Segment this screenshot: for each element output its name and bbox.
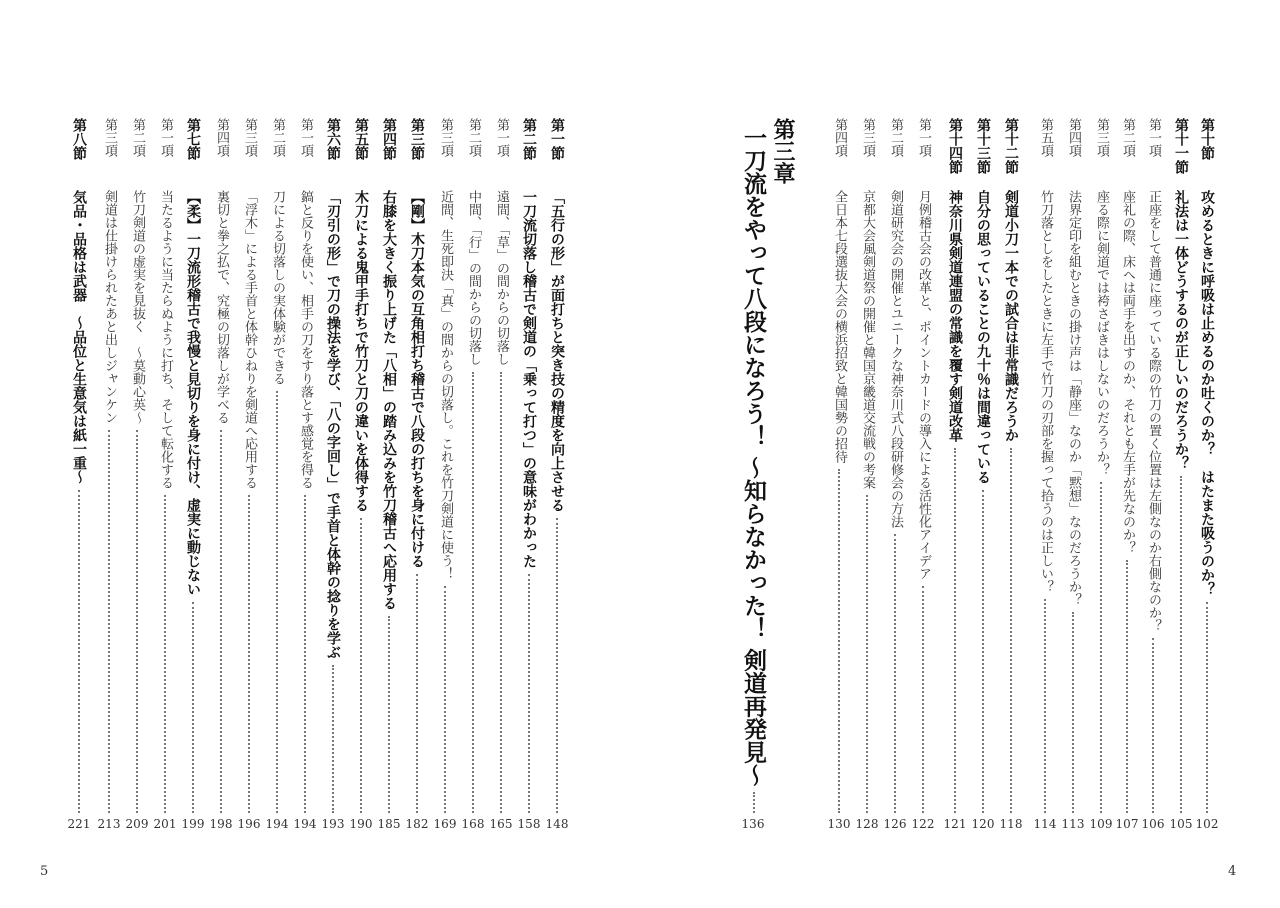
toc-title: 遠間、「草」の間からの切落し <box>494 190 509 366</box>
toc-title: 刀による切落しの実体験ができる <box>270 190 285 385</box>
toc-entry[interactable] <box>1000 118 1022 853</box>
toc-page-number: 182 <box>405 817 429 831</box>
toc-entry[interactable] <box>518 118 540 853</box>
toc-label: 第三項 <box>860 118 875 157</box>
toc-entry[interactable] <box>350 118 372 853</box>
toc-label: 第十二節 <box>1003 118 1019 174</box>
chapter-page-number: 136 <box>741 817 765 831</box>
toc-leader <box>248 495 250 813</box>
toc-label: 第三項 <box>438 118 453 157</box>
toc-label: 第二項 <box>130 118 145 157</box>
toc-title: 神奈川県剣道連盟の常識を覆す剣道改革 <box>947 190 963 442</box>
toc-page-number: 168 <box>461 817 485 831</box>
toc-page-number: 105 <box>1169 817 1193 831</box>
toc-entry[interactable] <box>434 118 456 853</box>
toc-label: 第十一節 <box>1173 118 1189 174</box>
folio-left: 5 <box>40 864 49 879</box>
toc-leader <box>220 430 222 813</box>
chapter-heading[interactable] <box>738 118 768 853</box>
toc-page-number: 194 <box>265 817 289 831</box>
toc-leader <box>1206 602 1208 813</box>
toc-leader <box>556 518 558 813</box>
toc-label: 第三項 <box>102 118 117 157</box>
toc-title: 【柔】一刀流形稽古で我慢と見切りを身に付け、虚実に動じない <box>185 190 201 596</box>
toc-leader <box>164 495 166 813</box>
toc-leader <box>1072 612 1074 813</box>
toc-page-number: 148 <box>545 817 569 831</box>
toc-label: 第一項 <box>158 118 173 157</box>
toc-entry[interactable] <box>322 118 344 853</box>
toc-entry[interactable] <box>1142 118 1164 853</box>
toc-label: 第四項 <box>214 118 229 157</box>
toc-leader <box>276 391 278 813</box>
toc-entry[interactable] <box>182 118 204 853</box>
toc-label: 第五節 <box>353 118 369 160</box>
toc-label: 第四項 <box>1066 118 1081 157</box>
toc-leader <box>1152 638 1154 813</box>
toc-page-number: 169 <box>433 817 457 831</box>
toc-title: 竹刀落としをしたときに左手で竹刀の刃部を握って拾うのは正しい？ <box>1038 190 1053 593</box>
toc-leader <box>894 534 896 813</box>
toc-label: 第十節 <box>1199 118 1215 160</box>
toc-entry[interactable] <box>406 118 428 853</box>
toc-leader <box>136 430 138 813</box>
toc-label: 第一項 <box>494 118 509 157</box>
toc-page-number: 190 <box>349 817 373 831</box>
toc-label: 第三項 <box>242 118 257 157</box>
toc-page-number: 199 <box>181 817 205 831</box>
toc-title: 近間、生死即決「真」の間からの切落し。これを竹刀剣道に使う！ <box>438 190 453 580</box>
toc-leader <box>416 574 418 813</box>
toc-entry[interactable] <box>462 118 484 853</box>
toc-entry[interactable] <box>1090 118 1112 853</box>
toc-leader <box>1010 448 1012 813</box>
toc-page-number: 102 <box>1195 817 1219 831</box>
toc-page-number: 106 <box>1141 817 1165 831</box>
toc-label: 第一節 <box>549 118 565 160</box>
toc-title: 「浮木」による手首と体幹ひねりを剣道へ応用する <box>242 190 257 489</box>
toc-label: 第五項 <box>1038 118 1053 157</box>
toc-label: 第四節 <box>381 118 397 160</box>
toc-title: 鎬と反りを使い、相手の刀をすり落とす感覚を得る <box>298 190 313 489</box>
toc-title: 当たるように当たらぬように打ち、そして転化する <box>158 190 173 489</box>
toc-title: 【剛】木刀本気の互角相打ち稽古で八段の打ちを身に付ける <box>409 190 425 568</box>
toc-title: 剣道研究会の開催とユニークな神奈川式八段研修会の方法 <box>888 190 903 528</box>
toc-page-number: 209 <box>125 817 149 831</box>
toc-entry[interactable] <box>154 118 176 853</box>
toc-page-number: 107 <box>1115 817 1139 831</box>
toc-label: 第一項 <box>916 118 931 157</box>
toc-page-number: 118 <box>999 817 1023 831</box>
toc-entry[interactable] <box>1062 118 1084 853</box>
toc-title: 座る際に剣道では袴さばきはしないのだろうか？ <box>1094 190 1109 476</box>
toc-label: 第十三節 <box>975 118 991 174</box>
toc-leader <box>332 665 334 813</box>
toc-leader <box>528 574 530 813</box>
toc-page-number: 121 <box>943 817 967 831</box>
chapter-label: 第三章 <box>770 118 796 184</box>
toc-page-number: 213 <box>97 817 121 831</box>
toc-label: 第二項 <box>270 118 285 157</box>
toc-entry[interactable] <box>98 118 120 853</box>
toc-page-number: 194 <box>293 817 317 831</box>
toc-leader <box>1126 560 1128 813</box>
toc-leader <box>866 495 868 813</box>
toc-leader <box>108 430 110 813</box>
toc-leader <box>1100 482 1102 813</box>
toc-page-number: 109 <box>1089 817 1113 831</box>
toc-entry[interactable] <box>972 118 994 853</box>
toc-page-number: 130 <box>827 817 851 831</box>
toc-leader <box>753 792 755 813</box>
toc-title: 攻めるときに呼吸は止めるのか吐くのか？ はたまた吸うのか？ <box>1199 190 1215 596</box>
toc-page-number: 122 <box>911 817 935 831</box>
toc-label: 第十四節 <box>947 118 963 174</box>
toc-page-number: 114 <box>1033 817 1057 831</box>
toc-page-number: 198 <box>209 817 233 831</box>
toc-label: 第一項 <box>298 118 313 157</box>
toc-page-number: 128 <box>855 817 879 831</box>
toc-entry[interactable] <box>378 118 400 853</box>
toc-leader <box>500 372 502 813</box>
toc-title: 木刀による鬼甲手打ちで竹刀と刀の違いを体得する <box>353 190 369 512</box>
toc-title: 「五行の形」が面打ちと突き技の精度を向上させる <box>549 190 565 512</box>
toc-leader <box>472 372 474 813</box>
toc-entry[interactable] <box>210 118 232 853</box>
toc-leader <box>1044 599 1046 813</box>
toc-leader <box>1180 476 1182 813</box>
toc-leader <box>360 518 362 813</box>
toc-leader <box>838 469 840 813</box>
toc-entry[interactable] <box>490 118 512 853</box>
toc-title: 法界定印を組むときの掛け声は「静座」なのか「黙想」なのだろうか？ <box>1066 190 1081 606</box>
toc-entry[interactable] <box>546 118 568 853</box>
toc-label: 第四項 <box>832 118 847 157</box>
toc-title: 正座をして普通に座っている際の竹刀の置く位置は左側なのか右側なのか？ <box>1146 190 1161 632</box>
toc-title: 月例稽古会の改革と、ポイントカードの導入による活性化アイデア <box>916 190 931 580</box>
toc-label: 第七節 <box>185 118 201 160</box>
toc-title: 剣道小刀一本での試合は非常識だろうか <box>1003 190 1019 442</box>
toc-entry[interactable] <box>294 118 316 853</box>
toc-title: 右膝を大きく振り上げた「八相」の踏み込みを竹刀稽古へ応用する <box>381 190 397 610</box>
toc-label: 第一項 <box>1146 118 1161 157</box>
toc-page-number: 185 <box>377 817 401 831</box>
toc-leader <box>388 616 390 813</box>
toc-title: 裏切と拳之払で、究極の切落しが学べる <box>214 190 229 424</box>
toc-entry[interactable] <box>856 118 878 853</box>
toc-label: 第六節 <box>325 118 341 160</box>
toc-leader <box>304 495 306 813</box>
toc-entry[interactable] <box>1034 118 1056 853</box>
toc-entry[interactable] <box>1170 118 1192 853</box>
toc-page-number: 221 <box>67 817 91 831</box>
toc-page-number: 196 <box>237 817 261 831</box>
toc-title: 剣道は仕掛けられたあと出しジャンケン <box>102 190 117 424</box>
toc-entry[interactable] <box>68 118 90 853</box>
toc-title: 座礼の際、床へは両手を出すのか、それとも左手が先なのか？ <box>1120 190 1135 554</box>
toc-entry[interactable] <box>126 118 148 853</box>
toc-page-number: 193 <box>321 817 345 831</box>
toc-title: 自分の思っていることの九十％は間違っている <box>975 190 991 484</box>
toc-entry[interactable] <box>266 118 288 853</box>
toc-label: 第三項 <box>1094 118 1109 157</box>
toc-label: 第二項 <box>888 118 903 157</box>
toc-leader <box>444 586 446 813</box>
toc-entry[interactable] <box>912 118 934 853</box>
toc-page-number: 158 <box>517 817 541 831</box>
chapter-title: 一刀流をやって八段になろう！ ～知らなかった！ 剣道再発見～ <box>740 126 767 787</box>
toc-title: 全日本七段選抜大会の横浜招致と韓国勢の招待 <box>832 190 847 463</box>
toc-label: 第二節 <box>521 118 537 160</box>
toc-label: 第八節 <box>71 118 87 160</box>
toc-leader <box>954 448 956 813</box>
toc-leader <box>982 490 984 813</box>
toc-label: 第二項 <box>1120 118 1135 157</box>
toc-title: 中間、「行」の間からの切落し <box>466 190 481 366</box>
toc-title: 竹刀剣道の虚実を見抜く ～莫動心英～ <box>130 190 145 424</box>
toc-label: 第三節 <box>409 118 425 160</box>
toc-entry[interactable] <box>1116 118 1138 853</box>
toc-title: 礼法は一体どうするのが正しいのだろうか？ <box>1173 190 1189 470</box>
toc-entry[interactable] <box>884 118 906 853</box>
toc-page-number: 165 <box>489 817 513 831</box>
toc-label: 第二項 <box>466 118 481 157</box>
toc-title: 一刀流切落し稽古で剣道の「乗って打つ」の意味がわかった <box>521 190 537 568</box>
folio-right: 4 <box>1228 864 1237 879</box>
toc-page-number: 201 <box>153 817 177 831</box>
toc-entry[interactable] <box>1196 118 1218 853</box>
chapter-label-column <box>768 118 798 853</box>
toc-page-number: 113 <box>1061 817 1085 831</box>
toc-leader <box>922 586 924 813</box>
toc-title: 京都大会風剣道祭の開催と韓国京畿道交流戦の考案 <box>860 190 875 489</box>
toc-title: 「刃引の形」で刀の操法を学び、「八の字回し」で手首と体幹の捻りを学ぶ <box>325 190 341 659</box>
toc-leader <box>78 490 80 813</box>
toc-title: 気品・品格は武器 ～品位と生意気は紙一重～ <box>71 190 87 484</box>
toc-page-number: 126 <box>883 817 907 831</box>
toc-entry[interactable] <box>238 118 260 853</box>
toc-entry[interactable] <box>828 118 850 853</box>
toc-entry[interactable] <box>944 118 966 853</box>
toc-page-number: 120 <box>971 817 995 831</box>
toc-leader <box>192 602 194 813</box>
